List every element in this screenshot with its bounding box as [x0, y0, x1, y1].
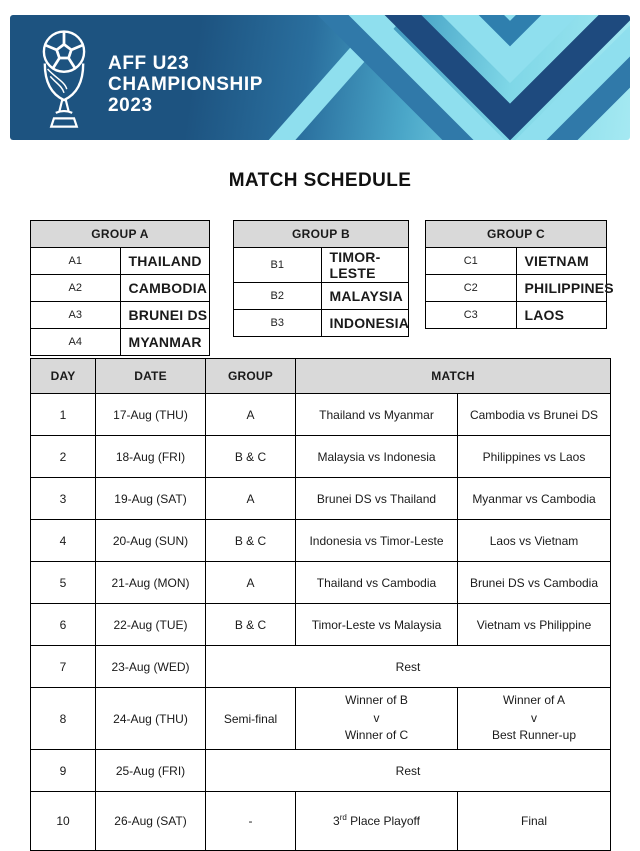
schedule-cell-match2: Vietnam vs Philippine — [458, 604, 611, 646]
team-name: INDONESIA — [321, 310, 409, 337]
group-table-header: GROUP A — [31, 221, 210, 248]
schedule-cell-match2 — [458, 688, 611, 750]
schedule-cell-group: Semi-final — [206, 688, 296, 750]
team-name: LAOS — [516, 302, 607, 329]
group-table-a — [30, 220, 210, 356]
schedule-row — [31, 646, 611, 688]
team-name: BRUNEI DS — [120, 302, 210, 329]
schedule-header-row — [31, 359, 611, 394]
schedule-row — [31, 436, 611, 478]
schedule-header-group: GROUP — [206, 359, 296, 394]
schedule-cell-match2: Philippines vs Laos — [458, 436, 611, 478]
schedule-cell-day: 6 — [31, 604, 96, 646]
group-table-b — [233, 220, 409, 337]
schedule-cell-date: 21-Aug (MON) — [96, 562, 206, 604]
schedule-cell-match2: Cambodia vs Brunei DS — [458, 394, 611, 436]
team-code: B3 — [234, 310, 322, 337]
schedule-cell-match2: Myanmar vs Cambodia — [458, 478, 611, 520]
team-name: CAMBODIA — [120, 275, 210, 302]
team-code: C2 — [426, 275, 517, 302]
schedule-cell-group: B & C — [206, 604, 296, 646]
schedule-cell-match2: Laos vs Vietnam — [458, 520, 611, 562]
team-name: TIMOR-LESTE — [321, 248, 409, 283]
schedule-cell-group: A — [206, 562, 296, 604]
schedule-row — [31, 562, 611, 604]
schedule-cell-match2: Brunei DS vs Cambodia — [458, 562, 611, 604]
group-table-header: GROUP B — [234, 221, 409, 248]
team-code: B1 — [234, 248, 322, 283]
schedule-cell-match2: Final — [458, 792, 611, 851]
schedule-cell-date: 25-Aug (FRI) — [96, 750, 206, 792]
schedule-cell-date: 22-Aug (TUE) — [96, 604, 206, 646]
team-name: MALAYSIA — [321, 283, 409, 310]
schedule-row — [31, 750, 611, 792]
schedule-row — [31, 688, 611, 750]
schedule-row — [31, 478, 611, 520]
match-schedule-table — [30, 358, 611, 851]
page-title: MATCH SCHEDULE — [228, 170, 412, 191]
group-team-row — [31, 329, 210, 356]
schedule-cell-day: 5 — [31, 562, 96, 604]
team-code: A2 — [31, 275, 121, 302]
group-team-row — [426, 248, 607, 275]
schedule-cell-day: 3 — [31, 478, 96, 520]
schedule-row — [31, 604, 611, 646]
schedule-cell-match1 — [296, 688, 458, 750]
match-text-base: 3 — [333, 814, 340, 828]
group-team-row — [234, 248, 409, 283]
schedule-row — [31, 792, 611, 851]
schedule-cell-rest: Rest — [206, 750, 611, 792]
schedule-cell-match1: Timor-Leste vs Malaysia — [296, 604, 458, 646]
schedule-cell-day: 1 — [31, 394, 96, 436]
team-code: B2 — [234, 283, 322, 310]
team-name: THAILAND — [120, 248, 210, 275]
match-line: Winner of A — [502, 693, 566, 708]
schedule-cell-day: 9 — [31, 750, 96, 792]
schedule-cell-group: B & C — [206, 520, 296, 562]
schedule-cell-day: 8 — [31, 688, 96, 750]
match-line: Winner of B — [345, 693, 408, 708]
group-team-row — [426, 302, 607, 329]
schedule-cell-day: 7 — [31, 646, 96, 688]
schedule-cell-date: 18-Aug (FRI) — [96, 436, 206, 478]
group-team-row — [234, 310, 409, 337]
tournament-banner — [10, 15, 630, 140]
schedule-cell-match1: Thailand vs Myanmar — [296, 394, 458, 436]
schedule-cell-match1 — [296, 792, 458, 851]
team-name: MYANMAR — [120, 329, 210, 356]
group-team-row — [31, 275, 210, 302]
match-text-ordinal: rd — [339, 813, 347, 822]
schedule-cell-match1: Indonesia vs Timor-Leste — [296, 520, 458, 562]
match-line: Best Runner-up — [491, 728, 577, 743]
team-code: C1 — [426, 248, 517, 275]
team-code: A1 — [31, 248, 121, 275]
team-code: A4 — [31, 329, 121, 356]
tournament-title-line1: AFF U23 — [108, 52, 190, 74]
group-team-row — [31, 302, 210, 329]
schedule-cell-date: 23-Aug (WED) — [96, 646, 206, 688]
schedule-header-match: MATCH — [296, 359, 611, 394]
tournament-title-line2: CHAMPIONSHIP — [108, 73, 263, 95]
tournament-title — [108, 53, 263, 117]
tournament-title-line3: 2023 — [108, 95, 153, 117]
schedule-cell-date: 20-Aug (SUN) — [96, 520, 206, 562]
team-code: A3 — [31, 302, 121, 329]
team-code: C3 — [426, 302, 517, 329]
schedule-header-day: DAY — [31, 359, 96, 394]
schedule-cell-match1: Thailand vs Cambodia — [296, 562, 458, 604]
schedule-cell-group: B & C — [206, 436, 296, 478]
trophy-icon — [32, 28, 96, 132]
match-text-rest: Place Playoff — [346, 814, 420, 828]
group-table-header: GROUP C — [426, 221, 607, 248]
match-line: v — [531, 710, 537, 725]
schedule-cell-rest: Rest — [206, 646, 611, 688]
schedule-cell-group: A — [206, 394, 296, 436]
schedule-cell-day: 4 — [31, 520, 96, 562]
schedule-cell-date: 17-Aug (THU) — [96, 394, 206, 436]
match-line: v — [373, 710, 380, 725]
team-name: VIETNAM — [516, 248, 607, 275]
schedule-cell-group: A — [206, 478, 296, 520]
schedule-cell-date: 24-Aug (THU) — [96, 688, 206, 750]
group-team-row — [31, 248, 210, 275]
group-team-row — [234, 283, 409, 310]
group-table-c — [425, 220, 614, 329]
schedule-cell-group: - — [206, 792, 296, 851]
match-line: Winner of C — [344, 728, 409, 743]
schedule-cell-day: 10 — [31, 792, 96, 851]
group-team-row — [426, 275, 607, 302]
schedule-cell-day: 2 — [31, 436, 96, 478]
schedule-row — [31, 520, 611, 562]
schedule-header-date: DATE — [96, 359, 206, 394]
banner-content — [32, 15, 263, 140]
schedule-cell-match1: Brunei DS vs Thailand — [296, 478, 458, 520]
schedule-cell-match1: Malaysia vs Indonesia — [296, 436, 458, 478]
team-name: PHILIPPINES — [516, 275, 607, 302]
schedule-cell-date: 26-Aug (SAT) — [96, 792, 206, 851]
schedule-cell-date: 19-Aug (SAT) — [96, 478, 206, 520]
schedule-row — [31, 394, 611, 436]
